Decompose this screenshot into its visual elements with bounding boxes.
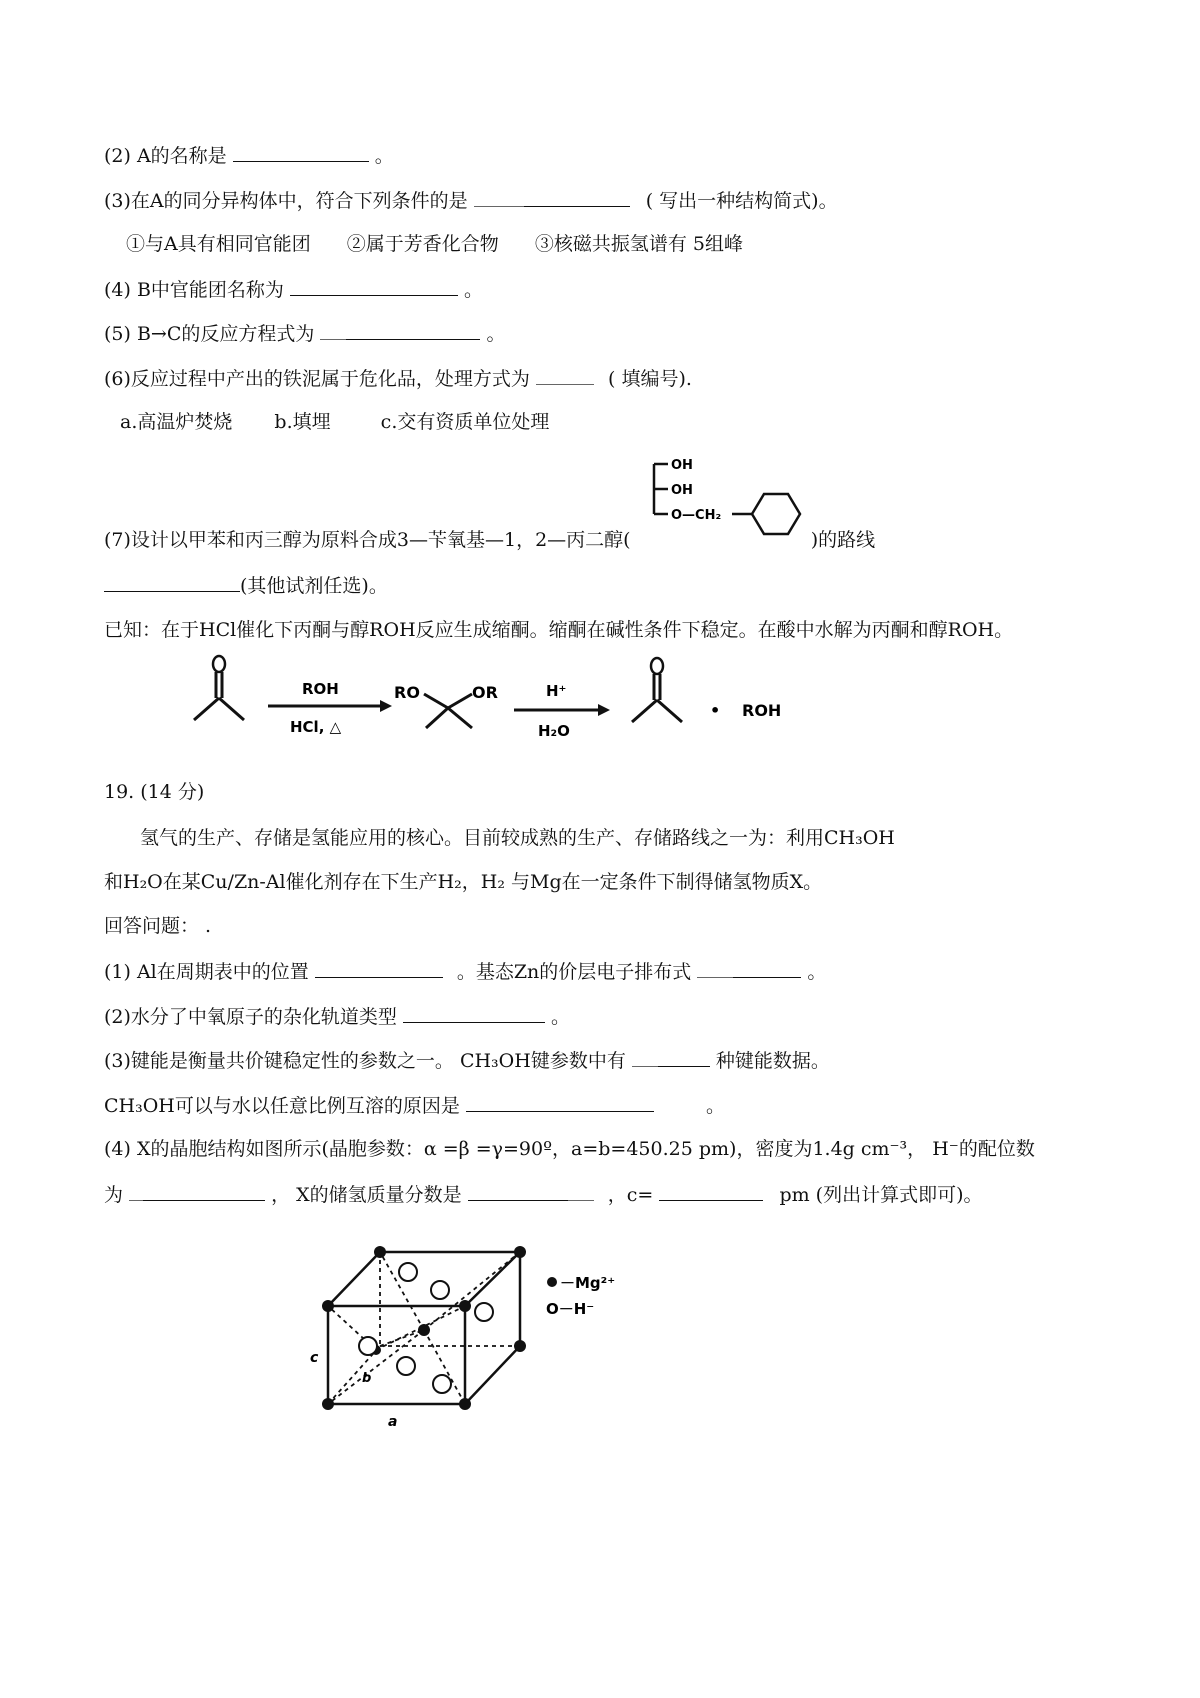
q4-suffix: 。 bbox=[464, 279, 484, 301]
q19-header: 19. (14 分) bbox=[104, 781, 205, 803]
q3-text: (3)在A的同分异构体中，符合下列条件的是 bbox=[104, 190, 468, 212]
q19-p4-line2 bbox=[104, 1182, 982, 1207]
legend-mg: －Mg²⁺ bbox=[560, 1274, 616, 1292]
q19-p2-line bbox=[104, 1004, 570, 1029]
q3-conditions bbox=[126, 232, 743, 256]
q4-answer-blank[interactable] bbox=[290, 277, 458, 296]
q7-line2-suffix: (其他试剂任选)。 bbox=[240, 575, 388, 597]
q19-p4-text-c: ， X的储氢质量分数是 bbox=[271, 1184, 462, 1206]
axis-label-c: c bbox=[310, 1350, 319, 1366]
ketal-right-group: OR bbox=[472, 683, 498, 702]
q19-p4-answer-blank-1[interactable] bbox=[143, 1182, 265, 1201]
q19-p1-text-a: (1) Al在周期表中的位置 bbox=[104, 961, 309, 983]
q3-condition-1: ①与A具有相同官能团 bbox=[126, 233, 311, 255]
q7-suffix: )的路线 bbox=[810, 529, 876, 551]
q19-p2-answer-blank[interactable] bbox=[403, 1004, 545, 1023]
q19-p1-blank-lead bbox=[697, 959, 733, 978]
q5-suffix: 。 bbox=[486, 323, 506, 345]
q2-answer-blank[interactable] bbox=[233, 143, 369, 162]
q6-line bbox=[104, 366, 692, 391]
q3-condition-3: ③核磁共振氢谱有 5组峰 bbox=[534, 233, 743, 255]
q7-answer-blank[interactable] bbox=[104, 573, 240, 592]
q2-text: (2) A的名称是 bbox=[104, 145, 227, 167]
q3-blank-lead bbox=[474, 188, 524, 207]
q19-p2-text-b: 。 bbox=[551, 1006, 571, 1028]
q2-line bbox=[104, 143, 394, 168]
q19-p4-blank-tail bbox=[568, 1182, 594, 1201]
q19-answer-prompt: 回答问题： . bbox=[104, 915, 212, 937]
q19-p4-answer-blank-3[interactable] bbox=[659, 1182, 763, 1201]
known-text: 已知：在于HCl催化下丙酮与醇ROH反应生成缩酮。缩酮在碱性条件下稳定。在酸中水解为丙酮和醇ROH。 bbox=[104, 619, 1014, 641]
reagent1-top: ROH bbox=[302, 680, 339, 698]
structure-label-oh2: OH bbox=[671, 483, 693, 498]
q6-answer-blank[interactable] bbox=[536, 366, 594, 385]
axis-label-b: b bbox=[362, 1371, 372, 1386]
q19-p4-answer-blank-2[interactable] bbox=[468, 1182, 568, 1201]
q7-text: (7)设计以甲苯和丙三醇为原料合成3—苄氧基—1，2—丙二醇( bbox=[104, 529, 631, 551]
q6-options bbox=[120, 410, 549, 434]
structure-label-oh1: OH bbox=[671, 458, 693, 473]
q19-p4-line bbox=[104, 1137, 1035, 1161]
q19-p3-blank-lead bbox=[632, 1048, 658, 1067]
q19-p3b-text-b: 。 bbox=[705, 1095, 725, 1117]
q3-answer-blank[interactable] bbox=[524, 188, 630, 207]
q6-text: (6)反应过程中产出的铁泥属于危化品，处理方式为 bbox=[104, 368, 530, 390]
q19-intro-1: 氢气的生产、存储是氢能应用的核心。目前较成熟的生产、存储路线之一为：利用CH₃OH bbox=[140, 827, 895, 849]
q5-line bbox=[104, 321, 505, 346]
q3-suffix: ( 写出一种结构简式)。 bbox=[645, 190, 838, 212]
q19-p1-line bbox=[104, 959, 826, 984]
q6-option-b: b.填埋 bbox=[274, 411, 331, 433]
q3-condition-2: ②属于芳香化合物 bbox=[346, 233, 499, 255]
q19-p3-text-b: 种键能数据。 bbox=[715, 1050, 830, 1072]
ketal-left-group: RO bbox=[394, 683, 420, 702]
q7-line2 bbox=[104, 573, 388, 598]
q19-p4-text-d: ，c= bbox=[607, 1184, 654, 1206]
q5-text: (5) B→C的反应方程式为 bbox=[104, 323, 315, 345]
q7-line bbox=[104, 528, 875, 552]
q19-p3b-answer-blank[interactable] bbox=[466, 1093, 654, 1112]
q6-option-a: a.高温炉焚烧 bbox=[120, 411, 233, 433]
q4-text: (4) B中官能团名称为 bbox=[104, 279, 284, 301]
q2-suffix: 。 bbox=[374, 145, 394, 167]
q19-p3-answer-blank[interactable] bbox=[658, 1048, 710, 1067]
q19-intro-2: 和H₂O在某Cu/Zn-Al催化剂存在下生产H₂，H₂ 与Mg在一定条件下制得储氢物质X。 bbox=[104, 871, 823, 893]
q19-p1-text-c: 。 bbox=[807, 961, 827, 983]
plus-sign: • bbox=[710, 701, 721, 720]
reagent2-top: H⁺ bbox=[546, 682, 567, 700]
reagent2-bottom: H₂O bbox=[538, 722, 570, 740]
legend-h: O－H⁻ bbox=[546, 1300, 595, 1318]
q19-p2-text-a: (2)水分了中氧原子的杂化轨道类型 bbox=[104, 1006, 397, 1028]
q4-line bbox=[104, 277, 483, 302]
q19-p1-answer-blank-1[interactable] bbox=[315, 959, 443, 978]
structure-label-och2: O—CH₂ bbox=[671, 508, 722, 523]
q3-line bbox=[104, 188, 838, 213]
q5-blank-lead bbox=[320, 321, 346, 340]
q6-suffix: ( 填编号). bbox=[608, 368, 692, 390]
q19-p3-line bbox=[104, 1048, 830, 1073]
q19-p4-blank-lead bbox=[129, 1182, 143, 1201]
q19-p4-text-a: (4) X的晶胞结构如图所示(晶胞参数：α =β =γ=90º，a=b=450.25 pm)，密度为1.4g cm⁻³， H⁻的配位数 bbox=[104, 1138, 1035, 1160]
mgh2-unit-cell-figure bbox=[300, 1234, 660, 1434]
reagent1-bottom: HCl, △ bbox=[290, 718, 342, 736]
product-roh: ROH bbox=[742, 701, 782, 720]
q19-p4-text-e: pm (列出计算式即可)。 bbox=[779, 1184, 983, 1206]
q19-p3b-line bbox=[104, 1093, 725, 1118]
q6-option-c: c.交有资质单位处理 bbox=[380, 411, 550, 433]
ketal-reaction-scheme bbox=[180, 652, 820, 752]
q19-p1-answer-blank-2[interactable] bbox=[733, 959, 801, 978]
q19-p3-text-a: (3)键能是衡量共价键稳定性的参数之一。 CH₃OH键参数中有 bbox=[104, 1050, 626, 1072]
axis-label-a: a bbox=[388, 1414, 398, 1430]
q19-p3b-text-a: CH₃OH可以与水以任意比例互溶的原因是 bbox=[104, 1095, 460, 1117]
q5-answer-blank[interactable] bbox=[346, 321, 480, 340]
q19-p1-text-b: 。基态Zn的价层电子排布式 bbox=[456, 961, 692, 983]
q19-p4-text-b: 为 bbox=[104, 1184, 124, 1206]
